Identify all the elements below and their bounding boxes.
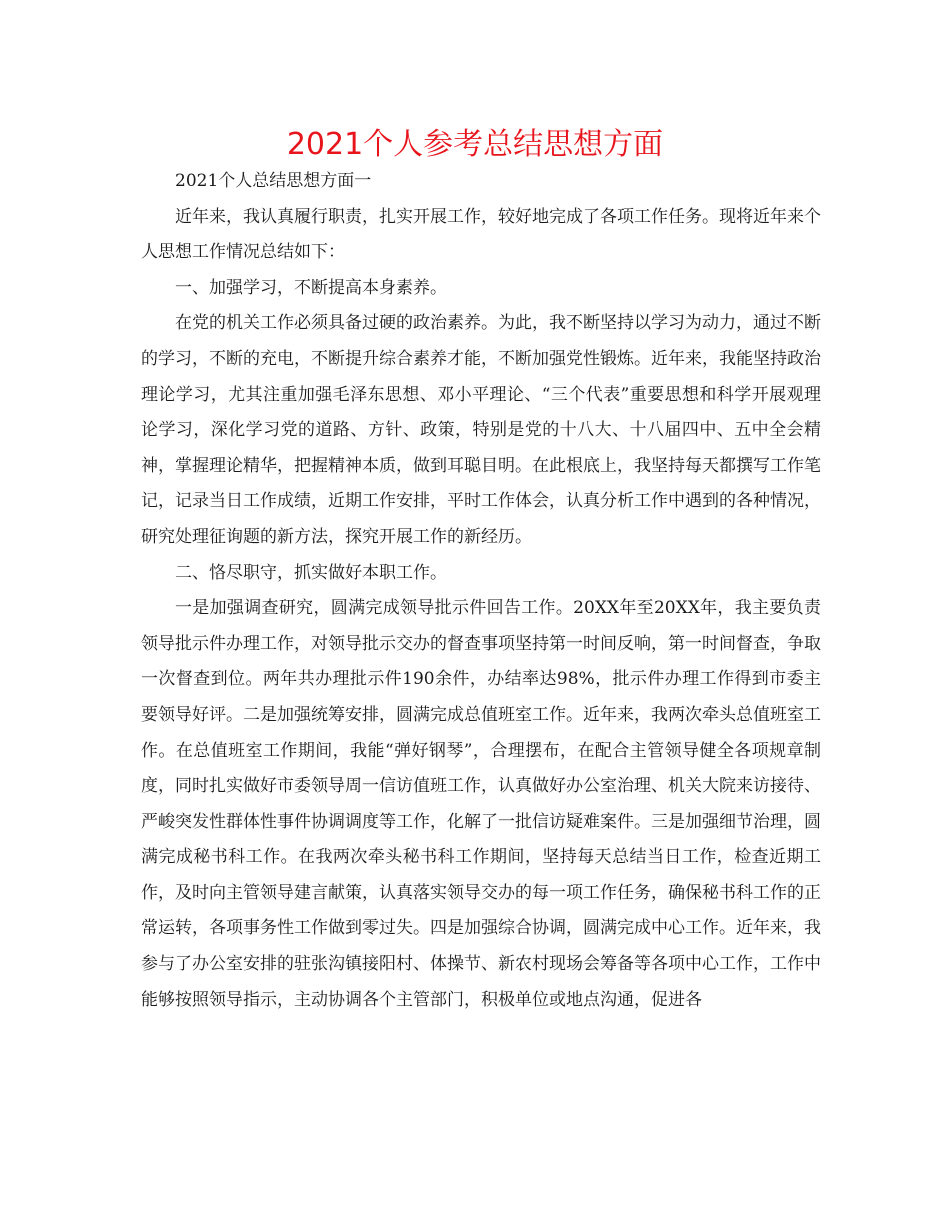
section-1-paragraph: 在党的机关工作必须具备过硬的政治素养。为此，我不断坚持以学习为动力，通过不断的学习，不断的充电，不断提升综合素养才能，不断加强党性锻炼。近年来，我能坚持政治理论学习，尤其注重加强毛泽东思想、邓小平理论、“三个代表”重要思想和科学开展观理论学习，深化学习党的道路、方针、政策，特别是党的十八大、十八届四中、五中全会精神，掌握理论精华，把握精神本质，做到耳聪目明。在此根底上，我坚持每天都撰写工作笔记，记录当日工作成绩，近期工作安排，平时工作体会，认真分析工作中遇到的各种情况，研究处理征询题的新方法，探究开展工作的新经历。 — [141, 313, 821, 547]
document-title: 2021个人参考总结思想方面 — [286, 127, 664, 162]
section-heading-2: 二、恪尽职守，抓实做好本职工作。 — [175, 562, 447, 583]
subtitle-paragraph: 2021个人总结思想方面一 — [175, 171, 372, 191]
intro-paragraph: 近年来，我认真履行职责，扎实开展工作，较好地完成了各项工作任务。现将近年来个人思想工作情况总结如下： — [141, 206, 821, 263]
section-2-paragraph: 一是加强调查研究，圆满完成领导批示件回告工作。20XX年至20XX年，我主要负责领导批示件办理工作，对领导批示交办的督查事项坚持第一时间反响，第一时间督查，争取一次督查到位。两年共办理批示件190余件，办结率达98%，批示件办理工作得到市委主要领导好评。二是加强统筹安排，圆满完成总值班室工作。近年来，我两次牵头总值班室工作。在总值班室工作期间，我能“弹好钢琴”，合理摆布，在配合主管领导健全各项规章制度，同时扎实做好市委领导周一信访值班工作，认真做好办公室治理、机关大院来访接待、严峻突发性群体性事件协调调度等工作，化解了一批信访疑难案件。三是加强细节治理，圆满完成秘书科工作。在我两次牵头秘书科工作期间，坚持每天总结当日工作，检查近期工作，及时向主管领导建言献策，认真落实领导交办的每一项工作任务，确保秘书科工作的正常运转，各项事务性工作做到零过失。四是加强综合协调，圆满完成中心工作。近年来，我参与了办公室安排的驻张沟镇接阳村、体操节、新农村现场会筹备等各项中心工作，工作中能够按照领导指示，主动协调各个主管部门，积极单位或地点沟通，促进各 — [141, 598, 821, 1010]
section-heading-1: 一、加强学习，不断提高本身素养。 — [175, 277, 447, 298]
document-body — [141, 164, 821, 1018]
